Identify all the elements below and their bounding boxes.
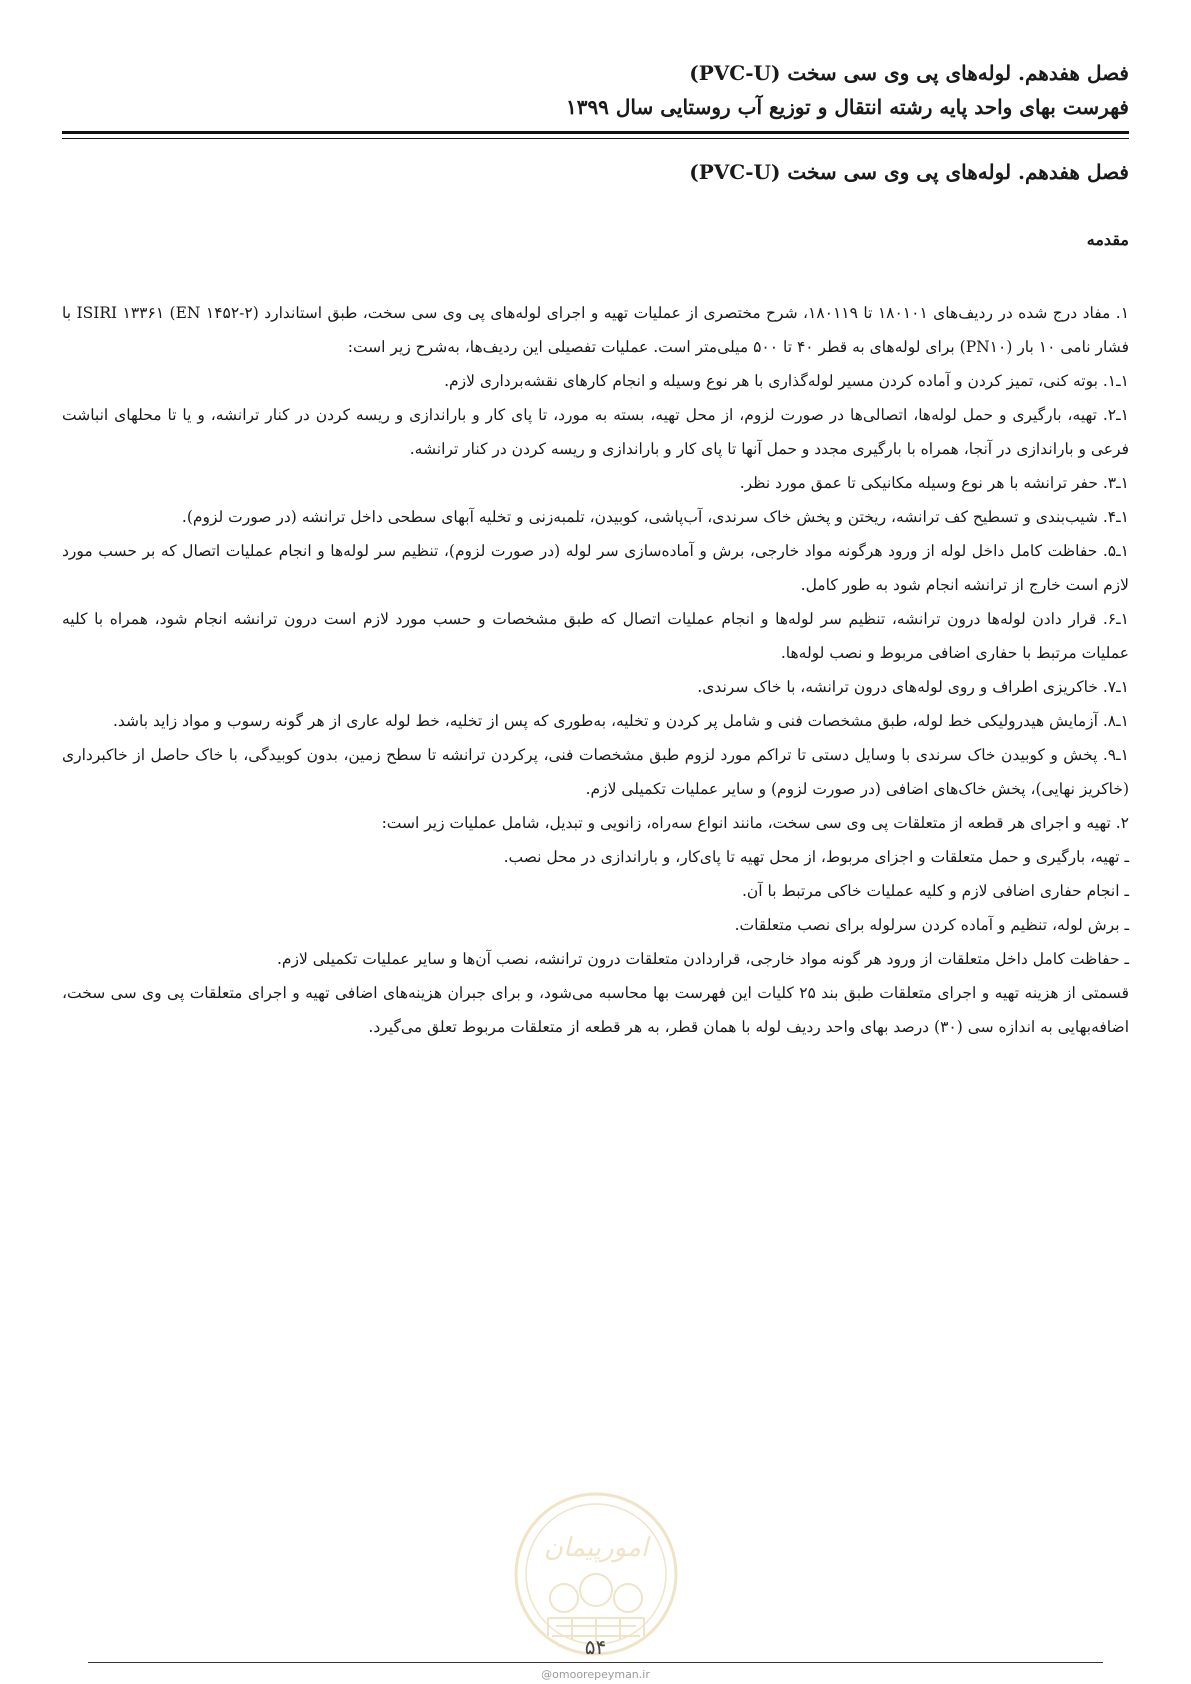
chapter-title: فصل هفدهم. لوله‌های پی وی سی سخت (PVC-U) <box>689 160 1129 184</box>
body-text <box>62 296 1129 1044</box>
intro-heading: مقدمه <box>1086 230 1129 249</box>
paragraph: ۱ـ۶. قرار دادن لوله‌ها درون ترانشه، تنظیم سر لوله‌ها و انجام عملیات اتصال که طبق مشخصات و حسب مورد لازم است درون ترانشه انجام شود، همراه با کلیه عملیات مرتبط با حفاری اضافی مربوط و نصب لوله‌ها. <box>62 610 1129 662</box>
footer-rule <box>88 1662 1103 1663</box>
paragraph: ۱ـ۵. حفاظت کامل داخل لوله از ورود هرگونه مواد خارجی، برش و آماده‌سازی سر لوله (در صورت لزوم)، تنظیم سر لوله‌ها و انجام عملیات اتصال که بر حسب مورد لازم است خارج از ترانشه انجام شود به طور کامل. <box>62 542 1129 594</box>
header-rule-thin <box>62 138 1129 139</box>
watermark-logo-text: امورپیمان <box>543 1533 649 1563</box>
paragraph: ۱ـ۷. خاکریزی اطراف و روی لوله‌های درون ترانشه، با خاک سرندی. <box>697 678 1129 696</box>
running-header-line-1: فصل هفدهم. لوله‌های پی وی سی سخت (PVC-U) <box>689 61 1129 85</box>
paragraph: ۱. مفاد درج شده در ردیف‌های ۱۸۰۱۰۱ تا ۱۸۰۱۱۹، شرح مختصری از عملیات تهیه و اجرای لوله‌های پی وی سی سخت، طبق استاندارد ISIRI ۱۳۳۶۱ (EN ۱۴۵۲-۲) با فشار نامی ۱۰ بار (PN۱۰) برای لوله‌های به قطر ۴۰ تا ۵۰۰ میلی‌متر است. عملیات تفصیلی این ردیف‌ها، به‌شرح زیر است: <box>62 304 1130 356</box>
paragraph: قسمتی از هزینه تهیه و اجرای متعلقات طبق بند ۲۵ کلیات این فهرست بها محاسبه می‌شود، و برای جبران هزینه‌های اضافی تهیه و اجرای متعلقات پی وی سی سخت، اضافه‌بهایی به اندازه سی (۳۰) درصد بهای واحد ردیف لوله با همان قطر، به هر قطعه از متعلقات مربوط تعلق می‌گیرد. <box>62 984 1130 1036</box>
paragraph: ۱ـ۲. تهیه، بارگیری و حمل لوله‌ها، اتصالی‌ها در صورت لزوم، از محل تهیه، بسته به مورد، تا پای کار و باراندازی و ریسه کردن در کنار ترانشه، و یا تا محلهای انباشت فرعی و باراندازی در آنجا، همراه با بارگیری مجدد و حمل آنها تا پای کار و باراندازی و ریسه کردن در کنار ترانشه. <box>62 406 1129 458</box>
paragraph: ـ انجام حفاری اضافی لازم و کلیه عملیات خاکی مرتبط با آن. <box>741 882 1129 900</box>
paragraph: ـ تهیه، بارگیری و حمل متعلقات و اجزای مربوط، از محل تهیه تا پای‌کار، و باراندازی در محل نصب. <box>503 848 1129 866</box>
paragraph: ۱ـ۳. حفر ترانشه با هر نوع وسیله مکانیکی تا عمق مورد نظر. <box>739 474 1129 492</box>
paragraph: ۱ـ۱. بوته کنی، تمیز کردن و آماده کردن مسیر لوله‌گذاری با هر نوع وسیله و انجام کارهای نقشه‌برداری لازم. <box>444 372 1129 390</box>
watermark-logo-icon <box>512 1490 680 1658</box>
header-rule-thick <box>62 131 1129 134</box>
footer-site: @omoorepeyman.ir <box>541 1668 650 1681</box>
paragraph: ۱ـ۸. آزمایش هیدرولیکی خط لوله، طبق مشخصات فنی و شامل پر کردن و تخلیه، به‌طوری که پس از تخلیه، خط لوله عاری از هر گونه رسوب و مواد زاید باشد. <box>112 712 1129 730</box>
paragraph: ـ حفاظت کامل داخل متعلقات از ورود هر گونه مواد خارجی، قراردادن متعلقات درون ترانشه، نصب آن‌ها و سایر عملیات تکمیلی لازم. <box>276 950 1129 968</box>
running-header <box>62 56 1129 124</box>
paragraph: ـ برش لوله، تنظیم و آماده کردن سرلوله برای نصب متعلقات. <box>734 916 1129 934</box>
paragraph: ۱ـ۴. شیب‌بندی و تسطیح کف ترانشه، ریختن و پخش خاک سرندی، آب‌پاشی، کوبیدن، تلمبه‌زنی و تخلیه آبهای سطحی داخل ترانشه (در صورت لزوم). <box>181 508 1129 526</box>
page-number: ۵۴ <box>584 1635 607 1659</box>
paragraph: ۲. تهیه و اجرای هر قطعه از متعلقات پی وی سی سخت، مانند انواع سه‌راه، زانویی و تبدیل، شامل عملیات زیر است: <box>381 814 1129 832</box>
running-header-line-2: فهرست بهای واحد پایه رشته انتقال و توزیع آب روستایی سال ۱۳۹۹ <box>565 95 1129 119</box>
paragraph: ۱ـ۹. پخش و کوبیدن خاک سرندی با وسایل دستی تا تراکم مورد لزوم طبق مشخصات فنی، پرکردن ترانشه تا سطح زمین، بدون کوبیدگی، با خاک حاصل از خاکبرداری (خاکریز نهایی)، پخش خاک‌های اضافی (در صورت لزوم) و سایر عملیات تکمیلی لازم. <box>62 746 1129 798</box>
